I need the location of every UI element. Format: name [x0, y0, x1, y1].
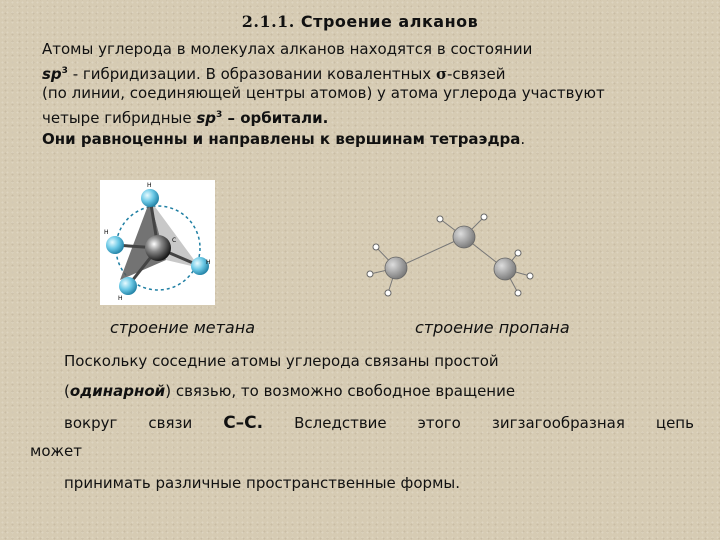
word: зигзагообразная — [491, 414, 625, 432]
hydrogen-atom — [515, 290, 521, 296]
intro-line-2-text: - гибридизации. В образовании ковалентных — [67, 65, 436, 83]
intro-line-5-end: . — [520, 130, 526, 148]
tetrahedron-statement: Они равноценны и направлены к вершинам тетраэдра — [42, 130, 521, 148]
intro-line-1: Атомы углерода в молекулах алканов находятся в состоянии — [42, 40, 533, 58]
intro-line-3: (по линии, соединяющей центры атомов) у атома углерода участвуют — [42, 84, 605, 102]
word: этого — [417, 414, 461, 432]
hydrogen-atom — [385, 290, 391, 296]
c-c-bond: С–С. — [223, 413, 264, 433]
hydrogen-atom — [481, 214, 487, 220]
methane-caption: строение метана — [110, 318, 255, 337]
carbon-atom-3 — [494, 258, 516, 280]
hydrogen-atom — [527, 273, 533, 279]
propane-structure-image — [360, 210, 540, 310]
hydrogen-atom — [437, 216, 443, 222]
rotation-line-5: принимать различные пространственные формы. — [64, 474, 460, 492]
hydrogen-atom-left — [106, 236, 124, 254]
intro-line-4-end: – орбитали. — [222, 109, 329, 127]
rotation-line-1: Поскольку соседние атомы углерода связаны простой — [64, 352, 499, 370]
c-label: C — [172, 237, 177, 244]
hydrogen-atom — [367, 271, 373, 277]
intro-line-4-text: четыре гибридные — [42, 109, 197, 127]
word: связи — [148, 414, 193, 432]
paren-open: ( — [64, 382, 70, 400]
page-title — [0, 12, 720, 31]
carbon-atom-1 — [385, 257, 407, 279]
sp-term: sp — [42, 65, 62, 83]
word: вокруг — [64, 414, 118, 432]
h-label-bottom: H — [118, 295, 123, 302]
carbon-atom-2 — [453, 226, 475, 248]
intro-line-4 — [42, 104, 328, 129]
sp-term-2: sp — [196, 109, 217, 127]
carbon-atom — [145, 235, 171, 261]
propane-caption: строение пропана — [415, 318, 570, 337]
methane-structure-image — [100, 180, 215, 305]
rotation-line-4: может — [30, 442, 82, 460]
h-label-right: H — [206, 259, 211, 266]
sp-superscript: 3 — [61, 66, 68, 76]
hydrogen-atom-bottom — [119, 277, 137, 295]
intro-line-2-end: -связей — [447, 65, 506, 83]
hydrogen-atom — [515, 250, 521, 256]
hydrogen-atom — [373, 244, 379, 250]
rotation-line-2 — [64, 380, 515, 402]
section-number: 2.1.1. — [241, 12, 295, 31]
section-title: Строение алканов — [300, 12, 479, 31]
single-bond-term: одинарной — [69, 382, 166, 400]
h-label-top: H — [147, 182, 152, 189]
sigma-symbol: σ — [435, 65, 448, 83]
word: Вследствие — [294, 414, 387, 432]
intro-line-5 — [42, 128, 525, 150]
rotation-line-3 — [64, 412, 694, 434]
hydrogen-atom-top — [141, 189, 159, 207]
rotation-line-2-end: ) связью, то возможно свободное вращение — [165, 382, 516, 400]
h-label-left: H — [104, 229, 109, 236]
sp-superscript-2: 3 — [216, 110, 223, 120]
word: цепь — [655, 414, 694, 432]
